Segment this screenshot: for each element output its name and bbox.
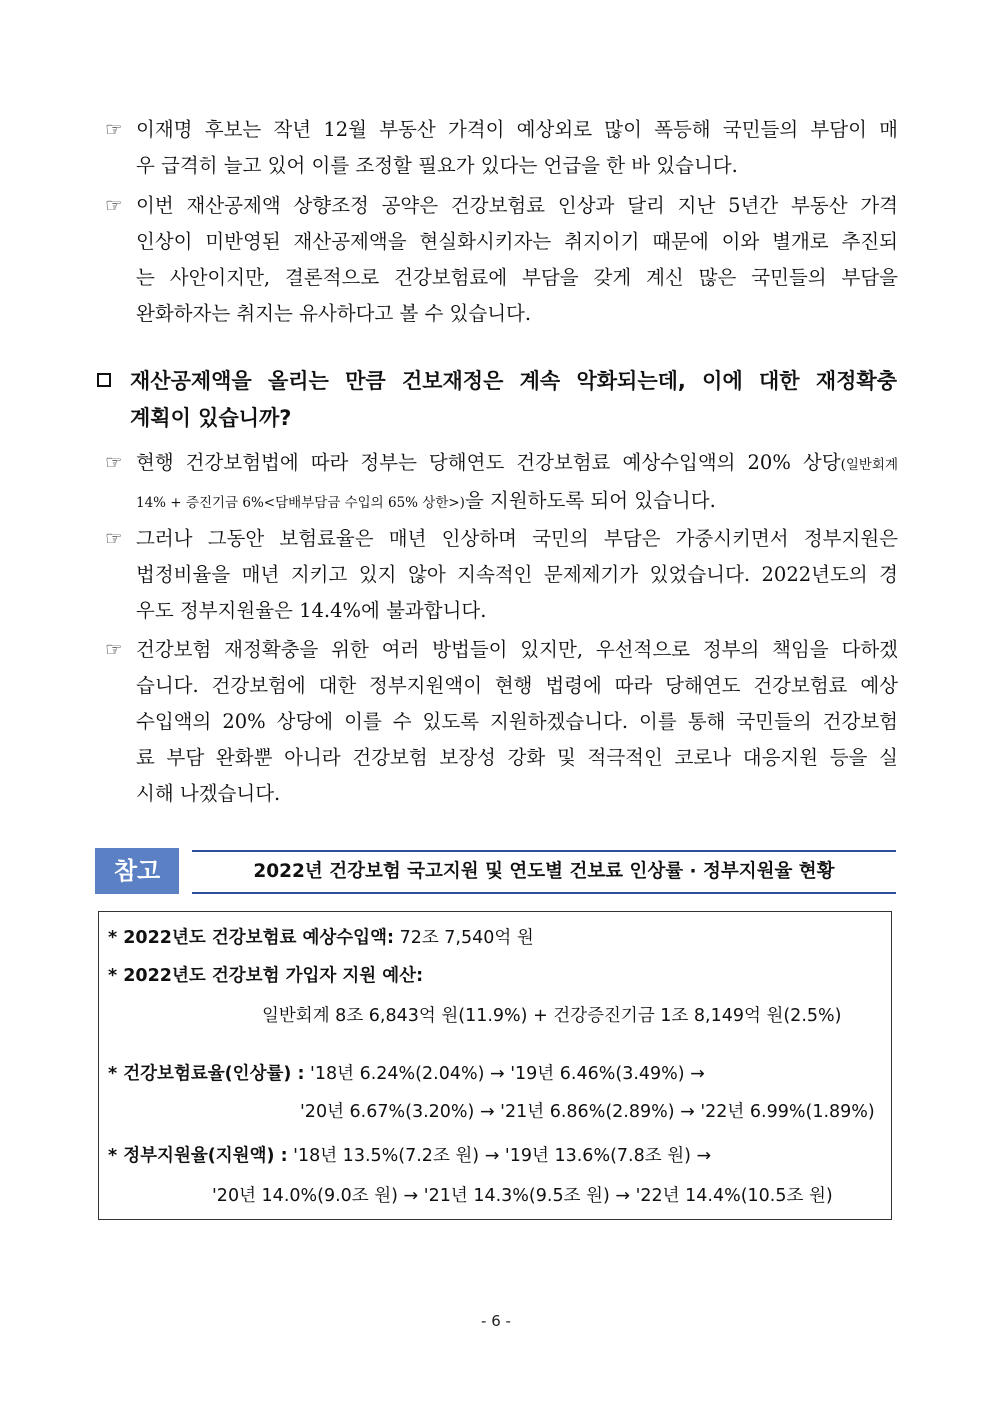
text-line: 건강보험 재정확충을 위한 여러 방법들이 있지만, 우선적으로 정부의 책임을 다하겠 [136,638,898,661]
question-heading [97,363,897,437]
answer-bullet [105,632,898,812]
reference-item [108,926,534,950]
bullet-paragraph [105,188,898,332]
reference-item-value: 일반회계 8조 6,843억 원(11.9%) + 건강증진기금 1조 8,149억 원(2.5%) [262,1006,842,1026]
text-line [105,445,898,483]
pointing-hand-icon: ☞ [105,118,123,141]
text-line: 인상이 미반영된 재산공제액을 현실화시키자는 취지이기 때문에 이와 별개로 추진되 [136,230,898,253]
small-text-segment: 14% + 증진기금 6%<담배부담금 수입의 65% 상한>) [136,495,465,511]
pointing-hand-icon: ☞ [105,527,123,550]
reference-tag: 참고 [95,848,179,894]
text-line: 는 사안이지만, 결론적으로 건강보험료에 부담을 갖게 계신 많은 국민들의 부담을 [136,266,898,289]
reference-item [108,1062,705,1086]
text-segment: 을 지원하도록 되어 있습니다. [464,489,716,512]
bullet-paragraph [105,112,898,184]
reference-item-value: '20년 14.0%(9.0조 원) → '21년 14.3%(9.5조 원) → '22년 14.4%(10.5조 원) [212,1186,833,1206]
pointing-hand-icon: ☞ [105,638,123,661]
reference-title: 2022년 건강보험 국고지원 및 연도별 건보료 인상률 · 정부지원율 현황 [192,850,896,894]
answer-bullet [105,521,898,629]
reference-item-value: 72조 7,540억 원 [394,928,534,948]
text-line: 료 부담 완화뿐 아니라 건강보험 보장성 강화 및 적극적인 코로나 대응지원 등을 실 [136,746,898,769]
reference-item [108,1144,711,1168]
text-segment: 현행 건강보험법에 따라 정부는 당해연도 건강보험료 예상수입액의 20% 상당 [136,451,841,474]
text-line: 수입액의 20% 상당에 이를 수 있도록 지원하겠습니다. 이를 통해 국민들의 건강보험 [136,710,898,733]
heading-line: 재산공제액을 올리는 만큼 건보재정은 계속 악화되는데, 이에 대한 재정확충 [130,369,897,393]
text-line: 습니다. 건강보험에 대한 정부지원액이 현행 법령에 따라 당해연도 건강보험료 예상 [136,674,898,697]
text-line [105,483,898,521]
pointing-hand-icon: ☞ [105,194,123,217]
checkbox-square-icon [97,373,111,387]
text-line: 이재명 후보는 작년 12월 부동산 가격이 예상외로 많이 폭등해 국민들의 부담이 매 [136,118,898,141]
text-line: 이번 재산공제액 상향조정 공약은 건강보험료 인상과 달리 지난 5년간 부동산 가격 [136,194,898,217]
text-line: 그러나 그동안 보험료율은 매년 인상하며 국민의 부담은 가중시키면서 정부지원은 [136,527,898,550]
reference-item-value: '18년 13.5%(7.2조 원) → '19년 13.6%(7.8조 원) → [287,1146,712,1166]
reference-item-label: * 건강보험료율(인상률) : [108,1064,305,1084]
pointing-hand-icon: ☞ [105,451,123,474]
text-line: 우 급격히 늘고 있어 이를 조정할 필요가 있다는 언급을 한 바 있습니다. [136,154,738,177]
reference-item-value: '20년 6.67%(3.20%) → '21년 6.86%(2.89%) → '22년 6.99%(1.89%) [300,1102,875,1122]
reference-item-label: * 2022년도 건강보험 가입자 지원 예산: [108,966,424,986]
answer-bullet [105,445,898,521]
page-number: - 6 - [481,1312,511,1330]
text-line: 시해 나겠습니다. [136,782,281,805]
reference-item-value: '18년 6.24%(2.04%) → '19년 6.46%(3.49%) → [304,1064,705,1084]
small-text-segment: (일반회계 [840,457,898,473]
text-line: 우도 정부지원율은 14.4%에 불과합니다. [136,599,487,622]
heading-line: 계획이 있습니까? [130,406,292,430]
reference-item [108,964,423,988]
text-line: 완화하자는 취지는 유사하다고 볼 수 있습니다. [136,302,532,325]
text-line: 법정비율을 매년 지키고 있지 않아 지속적인 문제제기가 있었습니다. 2022년도의 경 [136,563,898,586]
reference-item-label: * 2022년도 건강보험료 예상수입액: [108,928,394,948]
reference-item-label: * 정부지원율(지원액) : [108,1146,288,1166]
